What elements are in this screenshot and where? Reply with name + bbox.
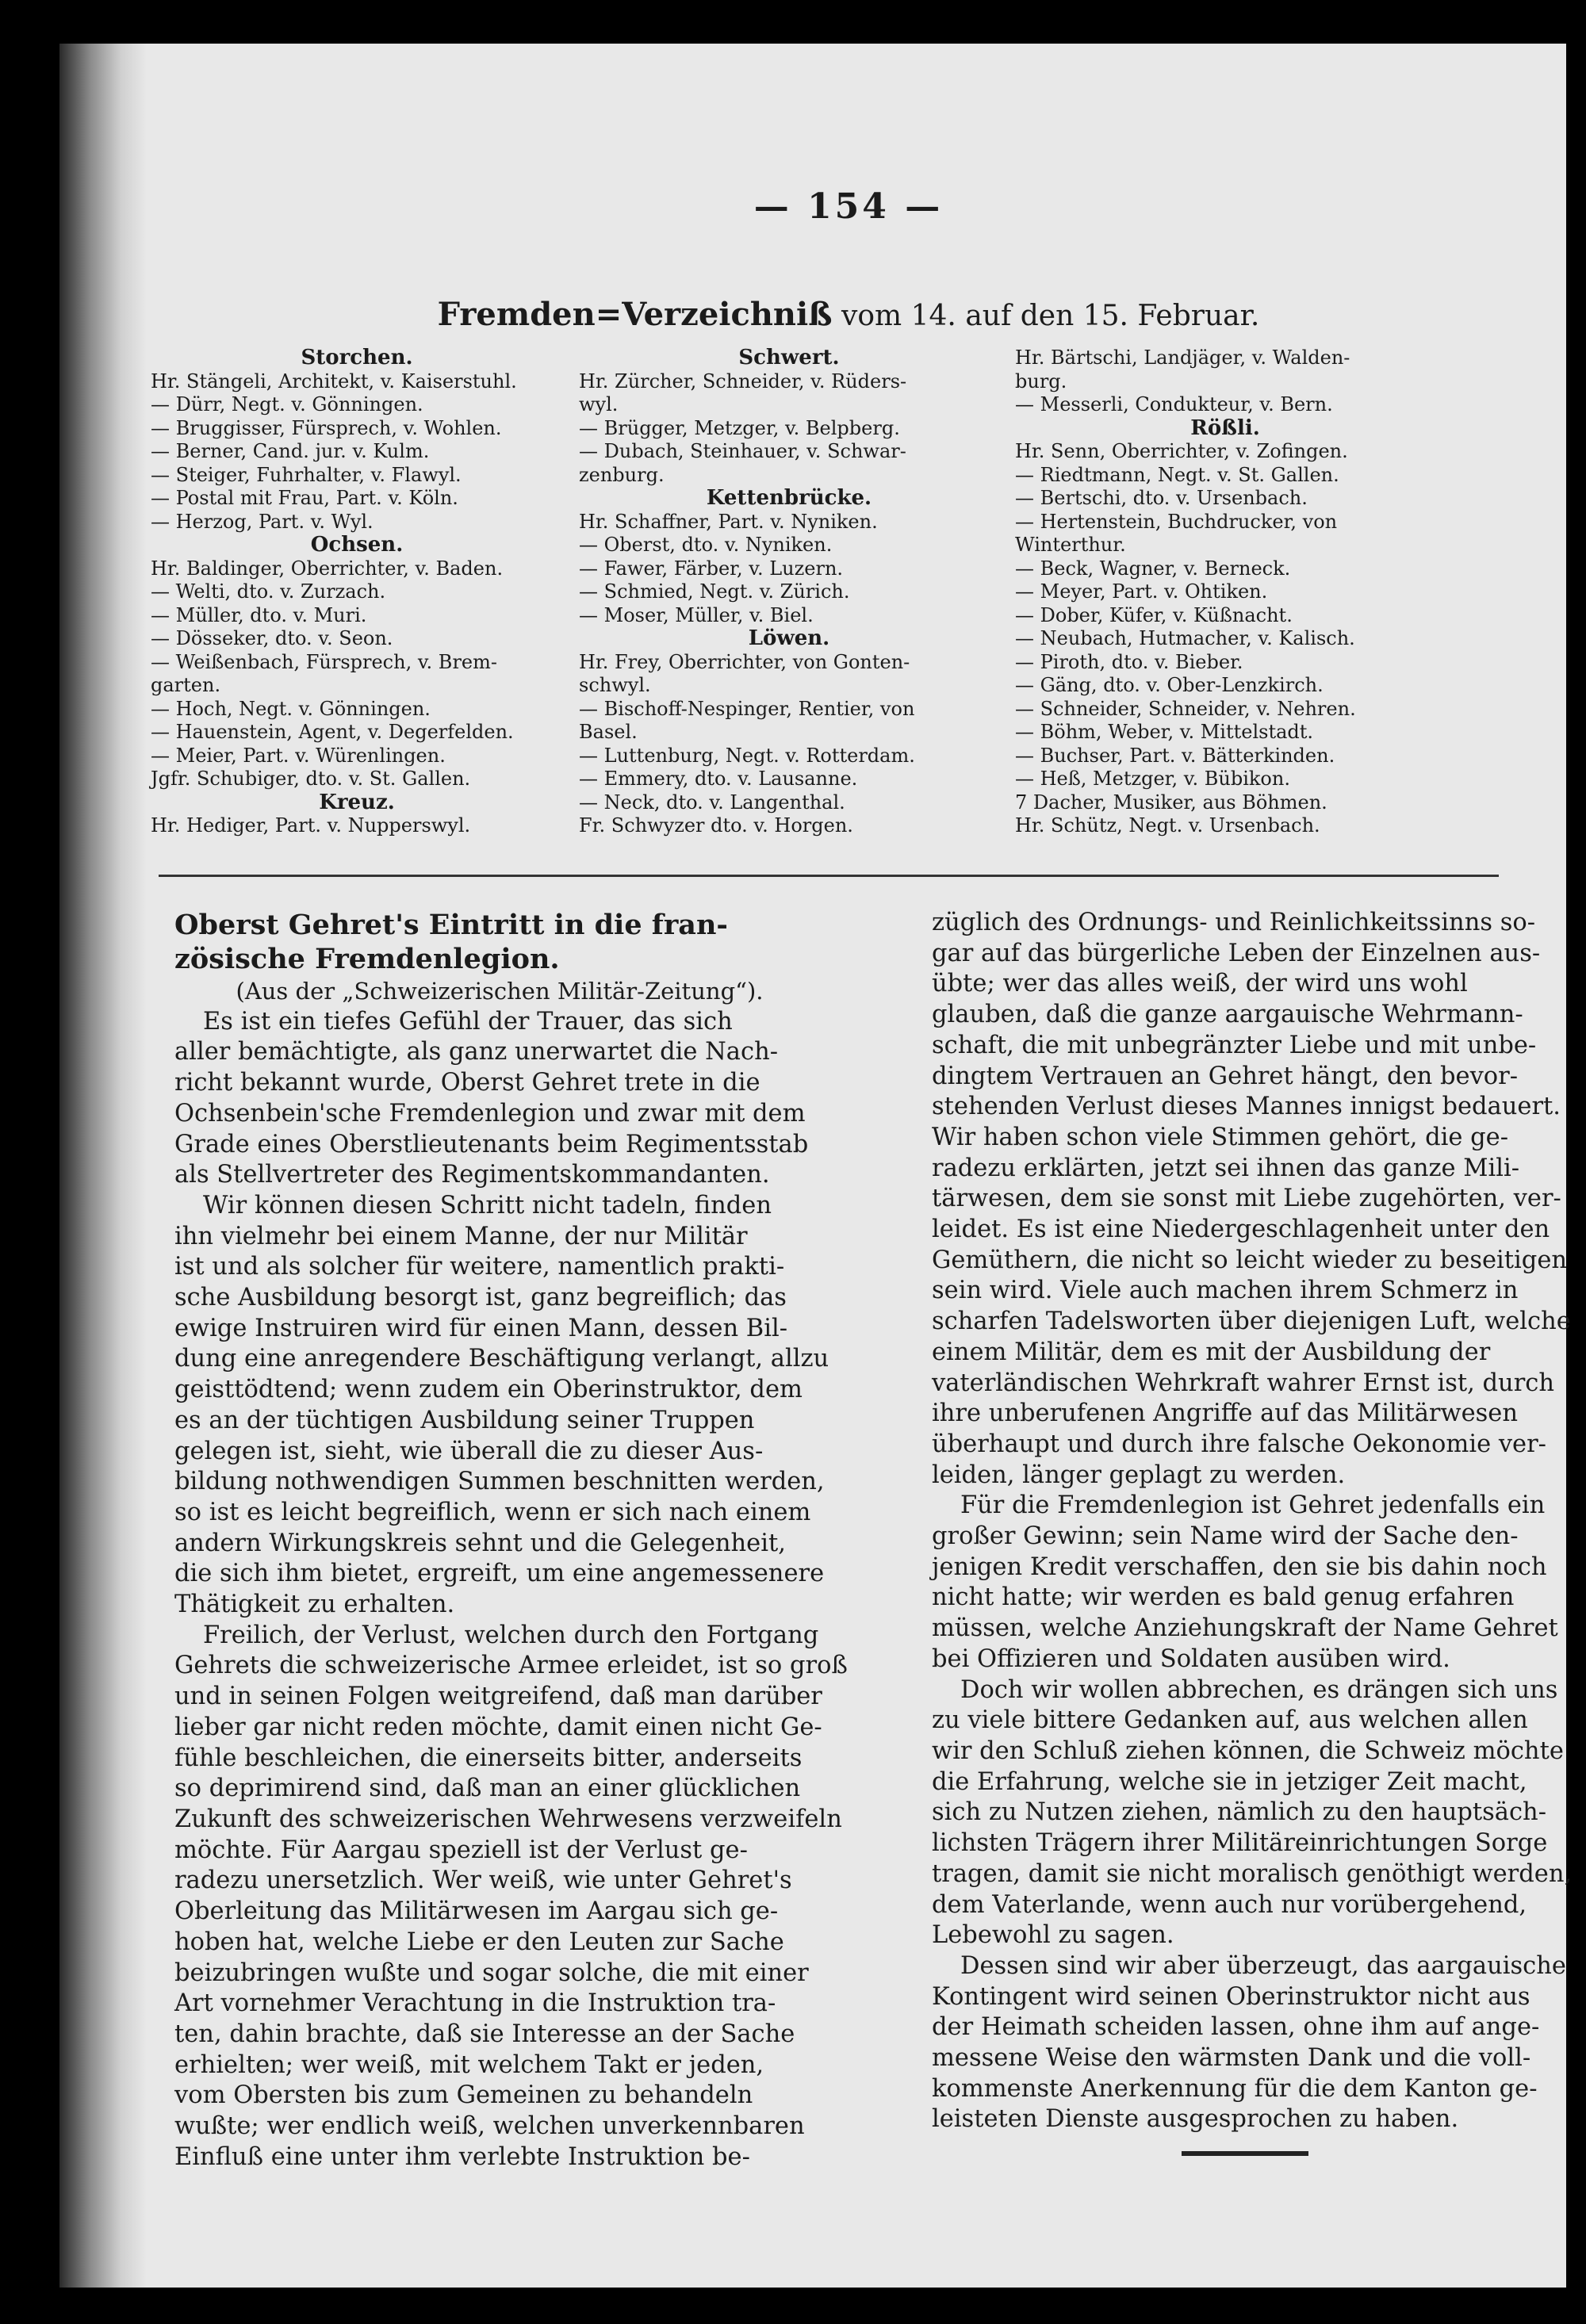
article-line: bei Offizieren und Soldaten ausüben wird. xyxy=(932,1644,1450,1673)
article-line: Oberleitung das Militärwesen im Aargau sich ge- xyxy=(174,1897,779,1926)
article-line: Ochsenbein'sche Fremdenlegion und zwar mit dem xyxy=(174,1099,806,1128)
article-line: beizubringen wußte und sogar solche, die mit einer xyxy=(174,1958,809,1987)
guest-entry: — Beck, Wagner, v. Berneck. xyxy=(1015,557,1291,580)
article-line: radezu erklärten, jetzt sei ihnen das ganze Mili- xyxy=(932,1154,1520,1182)
guest-entry: — Brügger, Metzger, v. Belpberg. xyxy=(579,416,900,439)
guest-entry: — Bruggisser, Fürsprech, v. Wohlen. xyxy=(151,416,502,439)
guest-entry: — Emmery, dto. v. Lausanne. xyxy=(579,768,858,790)
guest-entry: — Meier, Part. v. Würenlingen. xyxy=(151,744,446,767)
article-line: bildung nothwendigen Summen beschnitten werden, xyxy=(174,1468,825,1496)
guest-entry: — Hoch, Negt. v. Gönningen. xyxy=(151,697,431,720)
guest-list-date: vom 14. auf den 15. Februar. xyxy=(841,300,1260,332)
guest-entry: — Luttenburg, Negt. v. Rotterdam. xyxy=(579,744,915,767)
article-line: die Erfahrung, welche sie in jetziger Zeit macht, xyxy=(932,1767,1527,1796)
article-line: vom Obersten bis zum Gemeinen zu behandeln xyxy=(174,2081,753,2110)
section-divider xyxy=(159,875,1499,877)
hotel-heading: Rößli. xyxy=(1190,415,1260,440)
guest-entry: schwyl. xyxy=(579,674,651,696)
article-line: ewige Instruiren wird für einen Mann, dessen Bil- xyxy=(174,1314,788,1342)
article-line: messene Weise den wärmsten Dank und die voll- xyxy=(932,2044,1531,2073)
guest-entry: — Bertschi, dto. v. Ursenbach. xyxy=(1015,487,1308,509)
guest-entry: Hr. Stängeli, Architekt, v. Kaiserstuhl. xyxy=(151,369,517,392)
article-line: müssen, welche Anziehungskraft der Name Gehret xyxy=(932,1614,1558,1643)
hotel-heading: Kettenbrücke. xyxy=(706,486,872,510)
article-line: leidet. Es ist eine Niedergeschlagenheit unter den xyxy=(932,1216,1550,1244)
guest-list-title xyxy=(151,296,1546,333)
guest-entry: — Neubach, Hutmacher, v. Kalisch. xyxy=(1015,627,1355,649)
article-line: gar auf das bürgerliche Leben der Einzelnen aus- xyxy=(932,939,1541,967)
article-line: überhaupt und durch ihre falsche Oekonomie ver- xyxy=(932,1430,1546,1458)
guest-entry: garten. xyxy=(151,674,221,696)
article-line: scharfen Tadelsworten über diejenigen Luft, welche xyxy=(932,1307,1571,1336)
article-line: sich zu Nutzen ziehen, nämlich zu den hauptsäch- xyxy=(932,1798,1546,1827)
article-line: wußte; wer endlich weiß, welchen unverkennbaren xyxy=(174,2112,805,2141)
guest-entry: — Hauenstein, Agent, v. Degerfelden. xyxy=(151,721,514,743)
article-line: Doch wir wollen abbrechen, es drängen sich uns xyxy=(960,1675,1558,1704)
guest-entry: — Steiger, Fuhrhalter, v. Flawyl. xyxy=(151,463,462,486)
guest-entry: Basel. xyxy=(579,721,638,743)
article-line: Wir haben schon viele Stimmen gehört, die ge- xyxy=(932,1123,1509,1151)
guest-entry: wyl. xyxy=(579,393,619,415)
article-line: fühle beschleichen, die einerseits bitter, anderseits xyxy=(174,1744,803,1772)
article-line: Freilich, der Verlust, welchen durch den Fortgang xyxy=(203,1621,819,1649)
article-line: es an der tüchtigen Ausbildung seiner Truppen xyxy=(174,1406,755,1434)
guest-entry: Hr. Zürcher, Schneider, v. Rüders- xyxy=(579,369,907,392)
guest-entry: — Moser, Müller, v. Biel. xyxy=(579,603,814,626)
article-line: schaft, die mit unbegränzter Liebe und mit unbe- xyxy=(932,1031,1537,1059)
article-column-1 xyxy=(174,908,848,2173)
article-line: tragen, damit sie nicht moralisch genöthigt werden, xyxy=(932,1859,1573,1888)
article-line: Gemüthern, die nicht so leicht wieder zu beseitigen xyxy=(932,1246,1568,1274)
article-line: andern Wirkungskreis sehnt und die Gelegenheit, xyxy=(174,1529,786,1557)
article-line: wir den Schluß ziehen können, die Schweiz möchte xyxy=(932,1736,1564,1765)
article-line: Grade eines Oberstlieutenants beim Regimentsstab xyxy=(174,1130,809,1158)
guest-entry: — Postal mit Frau, Part. v. Köln. xyxy=(151,487,458,509)
article-line: Dessen sind wir aber überzeugt, das aargauische xyxy=(960,1951,1566,1980)
guest-entry: — Oberst, dto. v. Nyniken. xyxy=(579,534,833,556)
article-line: ten, dahin brachte, daß sie Interesse an der Sache xyxy=(174,2020,795,2048)
guest-entry: — Müller, dto. v. Muri. xyxy=(151,603,367,626)
article-line: sein wird. Viele auch machen ihrem Schmerz in xyxy=(932,1277,1519,1305)
guest-entry: — Dürr, Negt. v. Gönningen. xyxy=(151,393,423,415)
article-source: (Aus der „Schweizerischen Militär-Zeitung“). xyxy=(236,978,764,1005)
guest-entry: Hr. Baldinger, Oberrichter, v. Baden. xyxy=(151,557,504,580)
guest-entry: zenburg. xyxy=(579,463,665,486)
article-line: großer Gewinn; sein Name wird der Sache den- xyxy=(932,1522,1519,1551)
guest-entry: — Weißenbach, Fürsprech, v. Brem- xyxy=(151,650,497,673)
guest-entry: Hr. Hediger, Part. v. Nupperswyl. xyxy=(151,814,471,837)
article-line: lichsten Trägern ihrer Militäreinrichtungen Sorge xyxy=(932,1829,1548,1858)
article-line: Kontingent wird seinen Oberinstruktor nicht aus xyxy=(932,1982,1530,2011)
article-line: Einfluß eine unter ihm verlebte Instruktion be- xyxy=(174,2142,750,2171)
hotel-heading: Kreuz. xyxy=(319,790,395,814)
page-number: — 154 — xyxy=(753,186,944,227)
page-content xyxy=(151,44,1573,2288)
article-line: richt bekannt wurde, Oberst Gehret trete in die xyxy=(174,1069,760,1097)
article-line: so ist es leicht begreiflich, wenn er sich nach einem xyxy=(174,1498,811,1526)
article-line: lieber gar nicht reden möchte, damit einen nicht Ge- xyxy=(174,1713,822,1741)
guest-entry: Hr. Frey, Oberrichter, von Gonten- xyxy=(579,650,910,673)
guest-entry: — Bischoff-Nespinger, Rentier, von xyxy=(579,697,915,720)
article-line: kommenste Anerkennung für die dem Kanton ge- xyxy=(932,2074,1538,2103)
article-line: dem Vaterlande, wenn auch nur vorübergehend, xyxy=(932,1890,1527,1919)
article-line: Zukunft des schweizerischen Wehrwesens verzweifeln xyxy=(174,1805,842,1833)
guest-entry: Hr. Bärtschi, Landjäger, v. Walden- xyxy=(1015,346,1350,369)
article-line: ihn vielmehr bei einem Manne, der nur Militär xyxy=(174,1222,748,1250)
end-rule xyxy=(1182,2151,1308,2156)
article-line: Thätigkeit zu erhalten. xyxy=(174,1591,455,1619)
guest-entry: — Böhm, Weber, v. Mittelstadt. xyxy=(1015,721,1314,743)
guest-entry: Hr. Schütz, Negt. v. Ursenbach. xyxy=(1015,814,1320,837)
article-line: erhielten; wer weiß, mit welchem Takt er jeden, xyxy=(174,2050,764,2079)
guest-entry: — Dubach, Steinhauer, v. Schwar- xyxy=(579,440,906,462)
guest-entry: — Berner, Cand. jur. v. Kulm. xyxy=(151,440,430,462)
article-line: gelegen ist, sieht, wie überall die zu dieser Aus- xyxy=(174,1437,764,1465)
article-column-2 xyxy=(932,908,1573,2135)
guest-list-column-3 xyxy=(1015,346,1435,838)
article-line: glauben, daß die ganze aargauische Wehrmann- xyxy=(932,1001,1523,1029)
article-line: Lebewohl zu sagen. xyxy=(932,1921,1174,1950)
guest-entry: — Gäng, dto. v. Ober-Lenzkirch. xyxy=(1015,674,1324,696)
guest-entry: Fr. Schwyzer dto. v. Horgen. xyxy=(579,814,853,837)
article-title-line: zösische Fremdenlegion. xyxy=(174,943,560,975)
article-line: dingtem Vertrauen an Gehret hängt, den bevor- xyxy=(932,1062,1519,1090)
guest-entry: — Schmied, Negt. v. Zürich. xyxy=(579,580,850,603)
article-line: leiden, länger geplagt zu werden. xyxy=(932,1461,1346,1489)
guest-entry: — Buchser, Part. v. Bätterkinden. xyxy=(1015,744,1335,767)
article-line: so deprimirend sind, daß man an einer glücklichen xyxy=(174,1775,801,1803)
guest-entry: — Dösseker, dto. v. Seon. xyxy=(151,627,393,649)
hotel-heading: Storchen. xyxy=(301,346,413,369)
article-line: Für die Fremdenlegion ist Gehret jedenfalls ein xyxy=(960,1491,1546,1520)
article-line: geisttödtend; wenn zudem ein Oberinstruktor, dem xyxy=(174,1376,803,1404)
article-line: Gehrets die schweizerische Armee erleidet, ist so groß xyxy=(174,1652,848,1680)
article-line: züglich des Ordnungs- und Reinlichkeitssinns so- xyxy=(932,909,1536,936)
hotel-heading: Löwen. xyxy=(748,626,830,650)
guest-list-heading: Fremden=Verzeichniß xyxy=(437,296,833,333)
article-line: als Stellvertreter des Regimentskommandanten. xyxy=(174,1161,770,1189)
article-line: zu viele bittere Gedanken auf, aus welchen allen xyxy=(932,1706,1528,1735)
article-line: nicht hatte; wir werden es bald genug erfahren xyxy=(932,1583,1515,1612)
article-line: tärwesen, dem sie sonst mit Liebe zugehörten, ver- xyxy=(932,1185,1561,1213)
hotel-heading: Schwert. xyxy=(738,346,840,369)
guest-entry: — Piroth, dto. v. Bieber. xyxy=(1015,650,1243,673)
article-line: möchte. Für Aargau speziell ist der Verlust ge- xyxy=(174,1836,748,1864)
article-line: radezu unersetzlich. Wer weiß, wie unter Gehret's xyxy=(174,1866,792,1895)
article-line: dung eine anregendere Beschäftigung verlangt, allzu xyxy=(174,1345,829,1373)
guest-entry: Winterthur. xyxy=(1015,534,1126,556)
article-line: und in seinen Folgen weitgreifend, daß man darüber xyxy=(174,1683,822,1711)
guest-entry: Hr. Senn, Oberrichter, v. Zofingen. xyxy=(1015,440,1348,462)
book-binding-shadow xyxy=(59,44,147,2288)
guest-entry: Jgfr. Schubiger, dto. v. St. Gallen. xyxy=(151,768,471,790)
guest-entry: — Messerli, Condukteur, v. Bern. xyxy=(1015,393,1333,415)
article-line: sche Ausbildung besorgt ist, ganz begreiflich; das xyxy=(174,1284,787,1312)
guest-entry: — Heß, Metzger, v. Bübikon. xyxy=(1015,768,1290,790)
guest-entry: — Fawer, Färber, v. Luzern. xyxy=(579,557,844,580)
guest-entry: — Dober, Küfer, v. Küßnacht. xyxy=(1015,603,1293,626)
article-line: Art vornehmer Verachtung in die Instruktion tra- xyxy=(174,1989,776,2018)
guest-entry: — Neck, dto. v. Langenthal. xyxy=(579,791,845,814)
guest-entry: Hr. Schaffner, Part. v. Nyniken. xyxy=(579,510,878,533)
article-line: vaterländischen Wehrkraft wahrer Ernst ist, durch xyxy=(932,1369,1555,1397)
guest-entry: — Meyer, Part. v. Ohtiken. xyxy=(1015,580,1268,603)
article-line: übte; wer das alles weiß, der wird uns wohl xyxy=(932,970,1468,998)
guest-entry: — Hertenstein, Buchdrucker, von xyxy=(1015,510,1338,533)
article-line: leisteten Dienste ausgesprochen zu haben. xyxy=(932,2105,1459,2134)
article-line: Es ist ein tiefes Gefühl der Trauer, das sich xyxy=(203,1007,733,1036)
guest-entry: — Schneider, Schneider, v. Nehren. xyxy=(1015,697,1356,720)
article-line: ihre unberufenen Angriffe auf das Militärwesen xyxy=(932,1399,1518,1428)
article-line: hoben hat, welche Liebe er den Leuten zur Sache xyxy=(174,1928,784,1956)
guest-entry: — Welti, dto. v. Zurzach. xyxy=(151,580,386,603)
article-line: einem Militär, dem es mit der Ausbildung der xyxy=(932,1338,1491,1366)
guest-list-column-2 xyxy=(579,346,999,838)
article-line: aller bemächtigte, als ganz unerwartet die Nach- xyxy=(174,1038,779,1066)
article-line: jenigen Kredit verschaffen, den sie bis dahin noch xyxy=(932,1553,1547,1581)
article-line: der Heimath scheiden lassen, ohne ihm auf ange- xyxy=(932,2013,1540,2042)
article-line: ist und als solcher für weitere, namentlich prakti- xyxy=(174,1253,785,1281)
article-line: Wir können diesen Schritt nicht tadeln, finden xyxy=(203,1191,772,1219)
article-line: stehenden Verlust dieses Mannes innigst bedauert. xyxy=(932,1093,1561,1121)
guest-entry: 7 Dacher, Musiker, aus Böhmen. xyxy=(1015,791,1327,814)
hotel-heading: Ochsen. xyxy=(310,533,404,557)
guest-list-column-1 xyxy=(151,346,563,838)
article-title-line: Oberst Gehret's Eintritt in die fran- xyxy=(174,909,728,941)
guest-entry: — Herzog, Part. v. Wyl. xyxy=(151,510,374,533)
article-line: die sich ihm bietet, ergreift, um eine angemessenere xyxy=(174,1560,825,1588)
guest-entry: — Riedtmann, Negt. v. St. Gallen. xyxy=(1015,463,1339,486)
guest-entry: burg. xyxy=(1015,369,1067,392)
